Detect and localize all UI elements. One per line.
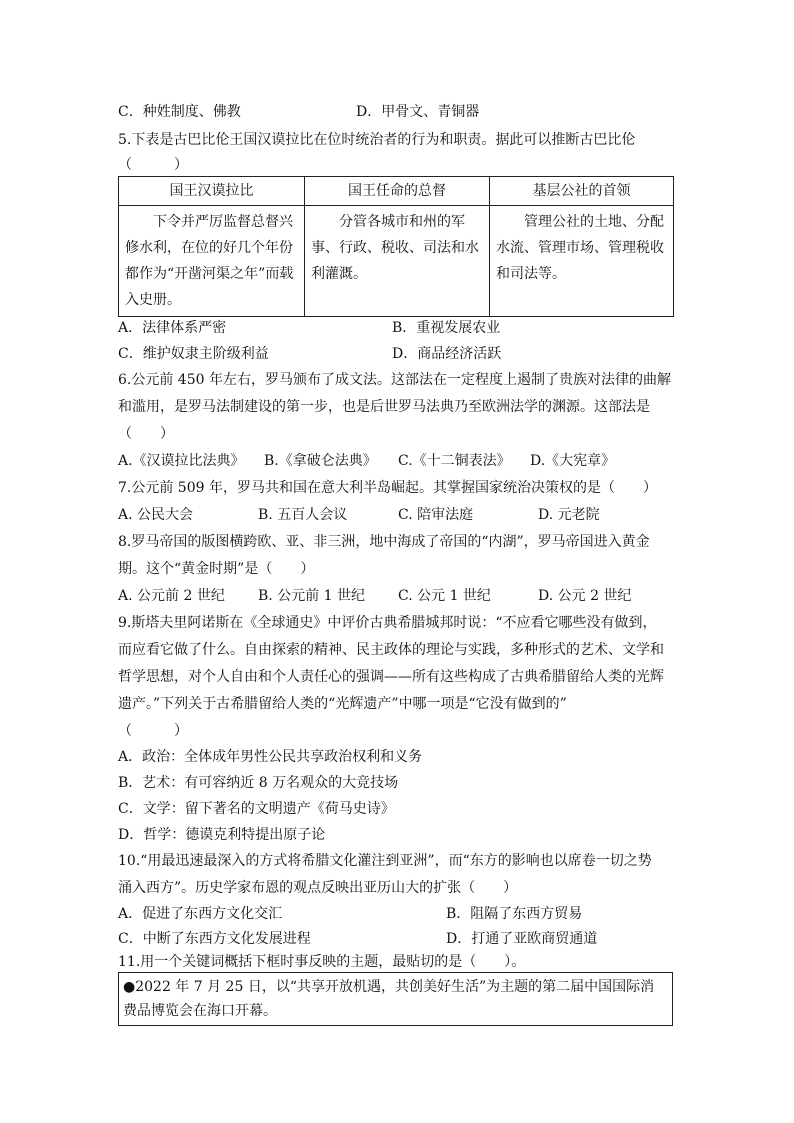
q9-blank: （ ） <box>118 723 188 739</box>
q6-option-d: D.《大宪章》 <box>530 453 616 469</box>
q8-option-a: A. 公元前 2 世纪 <box>118 588 225 604</box>
q11-news-box: ●2022 年 7 月 25 日，以“共享开放机遇，共创美好生活”为主题的第二届中国国际消费品博览会在海口开幕。 <box>118 972 673 1026</box>
q9-stem-line-2: 而应看它做了什么。自由探索的精神、民主政体的理论与实践，多种形式的艺术、文学和 <box>118 642 664 658</box>
q10-option-d: D．打通了亚欧商贸通道 <box>446 931 598 947</box>
q9-option-d: D．哲学：德谟克利特提出原子论 <box>118 827 326 843</box>
q5-blank: （ ） <box>118 157 188 173</box>
q5-cell-commune-head: 管理公社的土地、分配水流、管理市场、管理税收和司法等。 <box>490 206 674 317</box>
q9-option-b: B．艺术：有可容纳近 8 万名观众的大竞技场 <box>118 775 399 791</box>
q8-stem-line-2: 期。这个“黄金时期”是（ ） <box>118 561 315 577</box>
q5-header-king: 国王汉谟拉比 <box>119 177 305 206</box>
q5-header-commune-head: 基层公社的首领 <box>490 177 674 206</box>
q6-stem-line-1: 6.公元前 450 年左右，罗马颁布了成文法。这部法在一定程度上遏制了贵族对法律的曲解 <box>118 372 671 388</box>
q7-option-b: B. 五百人会议 <box>258 507 348 523</box>
q4-option-c: C．种姓制度、佛教 <box>118 104 241 120</box>
q5-option-c: C．维护奴隶主阶级利益 <box>118 346 269 362</box>
q8-option-d: D. 公元 2 世纪 <box>538 588 632 604</box>
q9-stem-line-1: 9.斯塔夫里阿诺斯在《全球通史》中评价古典希腊城邦时说：“不应看它哪些没有做到， <box>118 615 657 631</box>
q6-stem-line-2: 和滥用，是罗马法制建设的第一步，也是后世罗马法典乃至欧洲法学的渊源。这部法是 <box>118 399 650 415</box>
q10-stem-line-2: 涌入西方”。历史学家布恩的观点反映出亚历山大的扩张（ ） <box>118 880 518 896</box>
q5-table <box>118 176 674 317</box>
q5-cell-governor: 分管各城市和州的军事、行政、税收、司法和水利灌溉。 <box>305 206 490 317</box>
q6-option-b: B.《拿破仑法典》 <box>264 453 377 469</box>
q5-stem: 5.下表是古巴比伦王国汉谟拉比在位时统治者的行为和职责。据此可以推断古巴比伦 <box>118 132 636 148</box>
q5-header-governor: 国王任命的总督 <box>305 177 490 206</box>
q9-option-c: C．文学：留下著名的文明遗产《荷马史诗》 <box>118 801 395 817</box>
q10-option-b: B．阻隔了东西方贸易 <box>446 906 583 922</box>
q5-cell-king: 下令并严厉监督总督兴修水利，在位的好几个年份都作为“开凿河渠之年”而载入史册。 <box>119 206 305 317</box>
q5-option-b: B．重视发展农业 <box>392 320 501 336</box>
q10-option-a: A．促进了东西方文化交汇 <box>118 906 283 922</box>
q10-option-c: C．中断了东西方文化发展进程 <box>118 931 311 947</box>
q5-table-row <box>119 206 674 317</box>
q10-stem-line-1: 10.“用最迅速最深入的方式将希腊文化灌注到亚洲”，而“东方的影响也以席卷一切之势 <box>118 853 652 869</box>
q7-option-a: A. 公民大会 <box>118 507 194 523</box>
q8-option-c: C. 公元 1 世纪 <box>398 588 491 604</box>
q11-stem: 11.用一个关键词概括下框时事反映的主题，最贴切的是（ ）。 <box>118 954 526 970</box>
q5-option-a: A．法律体系严密 <box>118 320 227 336</box>
q9-stem-line-3: 哲学思想，对个人自由和个人责任心的强调——所有这些构成了古典希腊留给人类的光辉 <box>118 669 664 685</box>
q6-blank: （ ） <box>118 426 174 442</box>
q7-stem: 7.公元前 509 年，罗马共和国在意大利半岛崛起。其掌握国家统治决策权的是（ ） <box>118 480 657 496</box>
q4-option-d: D．甲骨文、青铜器 <box>356 104 480 120</box>
q7-option-d: D. 元老院 <box>538 507 600 523</box>
q7-option-c: C. 陪审法庭 <box>398 507 474 523</box>
q6-option-a: A.《汉谟拉比法典》 <box>118 453 245 469</box>
q5-option-d: D．商品经济活跃 <box>392 346 502 362</box>
q9-stem-line-4: 遗产。”下列关于古希腊留给人类的“光辉遗产”中哪一项是“它没有做到的” <box>118 696 567 712</box>
q8-stem-line-1: 8.罗马帝国的版图横跨欧、亚、非三洲，地中海成了帝国的“内湖”，罗马帝国进入黄金 <box>118 534 650 550</box>
q8-option-b: B. 公元前 1 世纪 <box>258 588 365 604</box>
q6-option-c: C.《十二铜表法》 <box>398 453 511 469</box>
q5-table-header-row <box>119 177 674 206</box>
q9-option-a: A．政治：全体成年男性公民共享政治权利和义务 <box>118 749 423 765</box>
